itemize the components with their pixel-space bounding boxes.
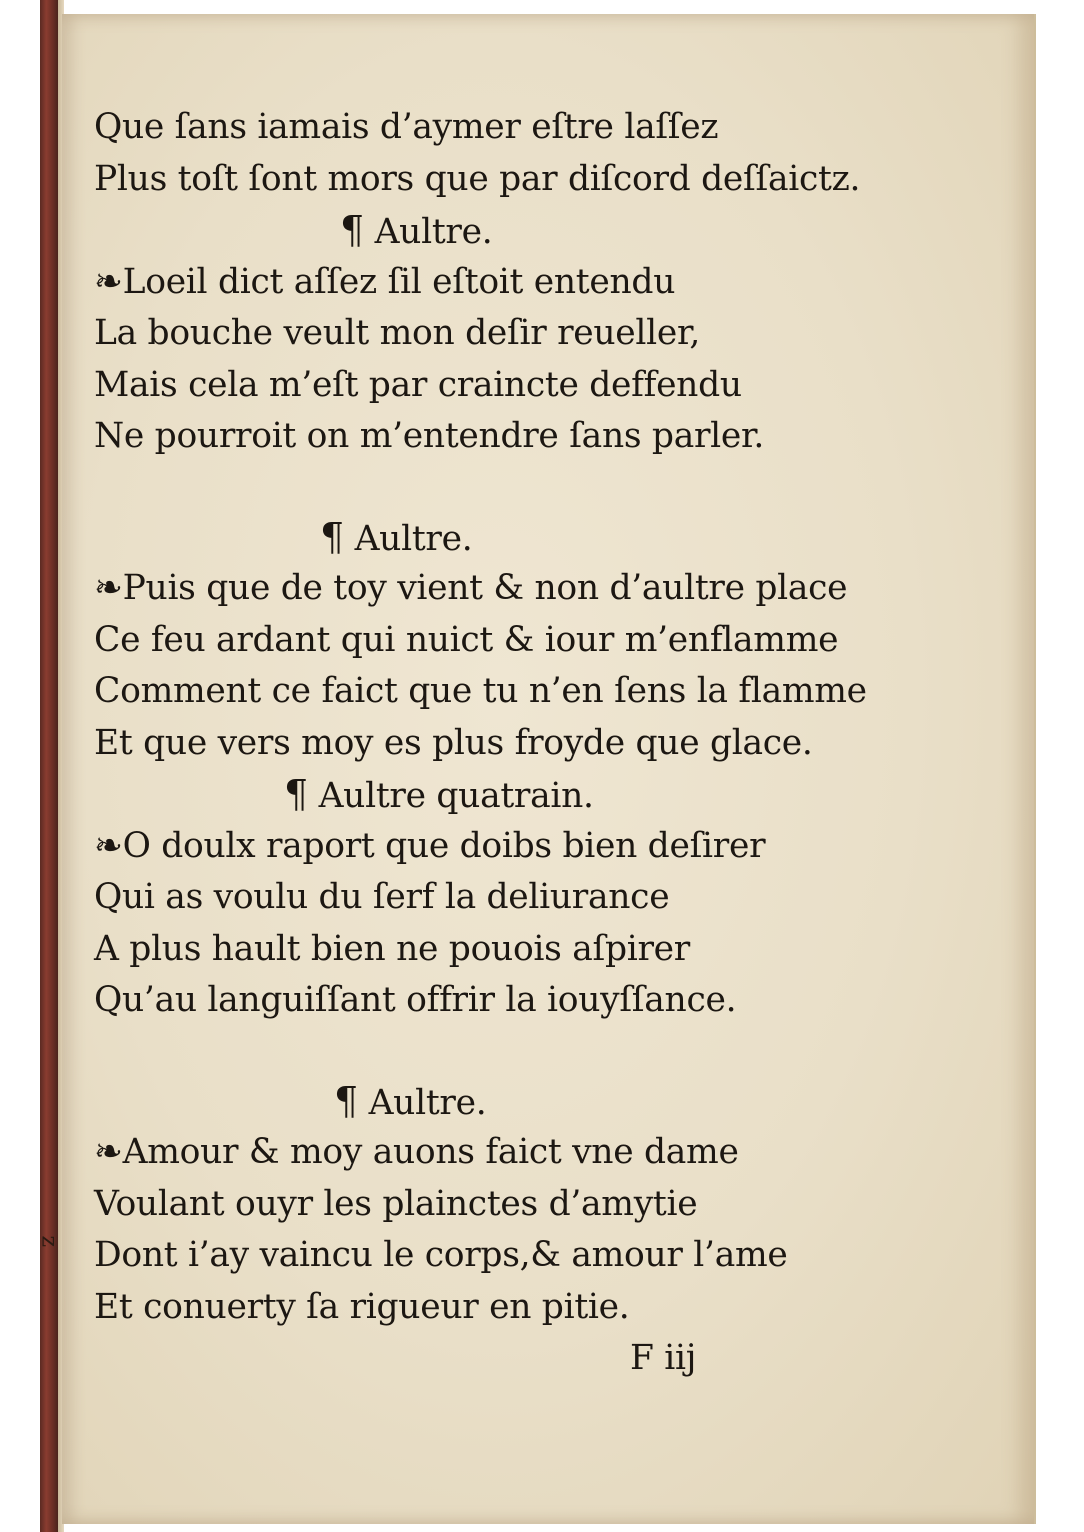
heading-text: Aultre quatrain.	[318, 776, 594, 816]
stanza-heading	[94, 1076, 934, 1128]
stanza-heading	[94, 512, 934, 564]
verse-line: Qui as voulu du ſerf la deliurance	[94, 877, 670, 917]
verse-line: Plus toſt ſont mors que par diſcord deſſaictz.	[94, 158, 861, 199]
verse-line: Que ſans iamais d’aymer eſtre laſſez	[94, 107, 719, 147]
verse-line: Voulant ouyr les plainctes d’amytie	[94, 1183, 698, 1224]
fleuron-icon: ❧	[94, 825, 123, 866]
stanza-gap	[94, 463, 934, 512]
verse-line: Qu’au languiſſant offrir la iouyſſance.	[94, 980, 737, 1020]
verse-line: ❧Amour & moy auons faict vne dame	[94, 1132, 739, 1172]
page-text	[94, 102, 934, 1385]
verse-line: ❧Puis que de toy vient & non d’aultre place	[94, 568, 848, 608]
verse-line: Dont i’ay vaincu le corps,& amour l’ame	[94, 1235, 788, 1275]
verse-line: Ce feu ardant qui nuict & iour m’enflamme	[94, 619, 839, 660]
fleuron-icon: ❧	[94, 1132, 123, 1172]
pilcrow-icon: ¶	[284, 772, 308, 816]
signature-mark: F iij	[630, 1338, 697, 1378]
heading-text: Aultre.	[368, 1082, 487, 1123]
verse-line: A plus hault bien ne pouois aſpirer	[94, 928, 690, 969]
pilcrow-icon: ¶	[334, 1078, 358, 1123]
verse-line: Comment ce faict que tu n’en ſens la flamme	[94, 671, 867, 711]
verse-line: Ne pourroit on m’entendre ſans parler.	[94, 416, 765, 456]
stanza-heading	[94, 205, 934, 257]
pilcrow-icon: ¶	[340, 208, 364, 252]
margin-mark: z	[36, 1235, 62, 1248]
verse-line: Mais cela m’eſt par craincte deffendu	[94, 364, 742, 405]
pilcrow-icon: ¶	[320, 514, 344, 559]
verse-line: ❧O doulx raport que doibs bien deſirer	[94, 825, 766, 866]
verse-line: Et conuerty ſa rigueur en pitie.	[94, 1286, 630, 1327]
stanza-heading	[94, 769, 934, 821]
fleuron-icon: ❧	[94, 568, 123, 608]
heading-text: Aultre.	[374, 212, 493, 252]
book-binding	[40, 0, 58, 1532]
fleuron-icon: ❧	[94, 261, 123, 302]
stanza-gap	[94, 1027, 934, 1076]
heading-text: Aultre.	[354, 518, 473, 559]
verse-line: La bouche veult mon deſir reueller,	[94, 313, 701, 353]
verse-line: Et que vers moy es plus froyde que glace.	[94, 722, 813, 763]
verse-line: ❧Loeil dict aſſez ſil eſtoit entendu	[94, 261, 676, 302]
